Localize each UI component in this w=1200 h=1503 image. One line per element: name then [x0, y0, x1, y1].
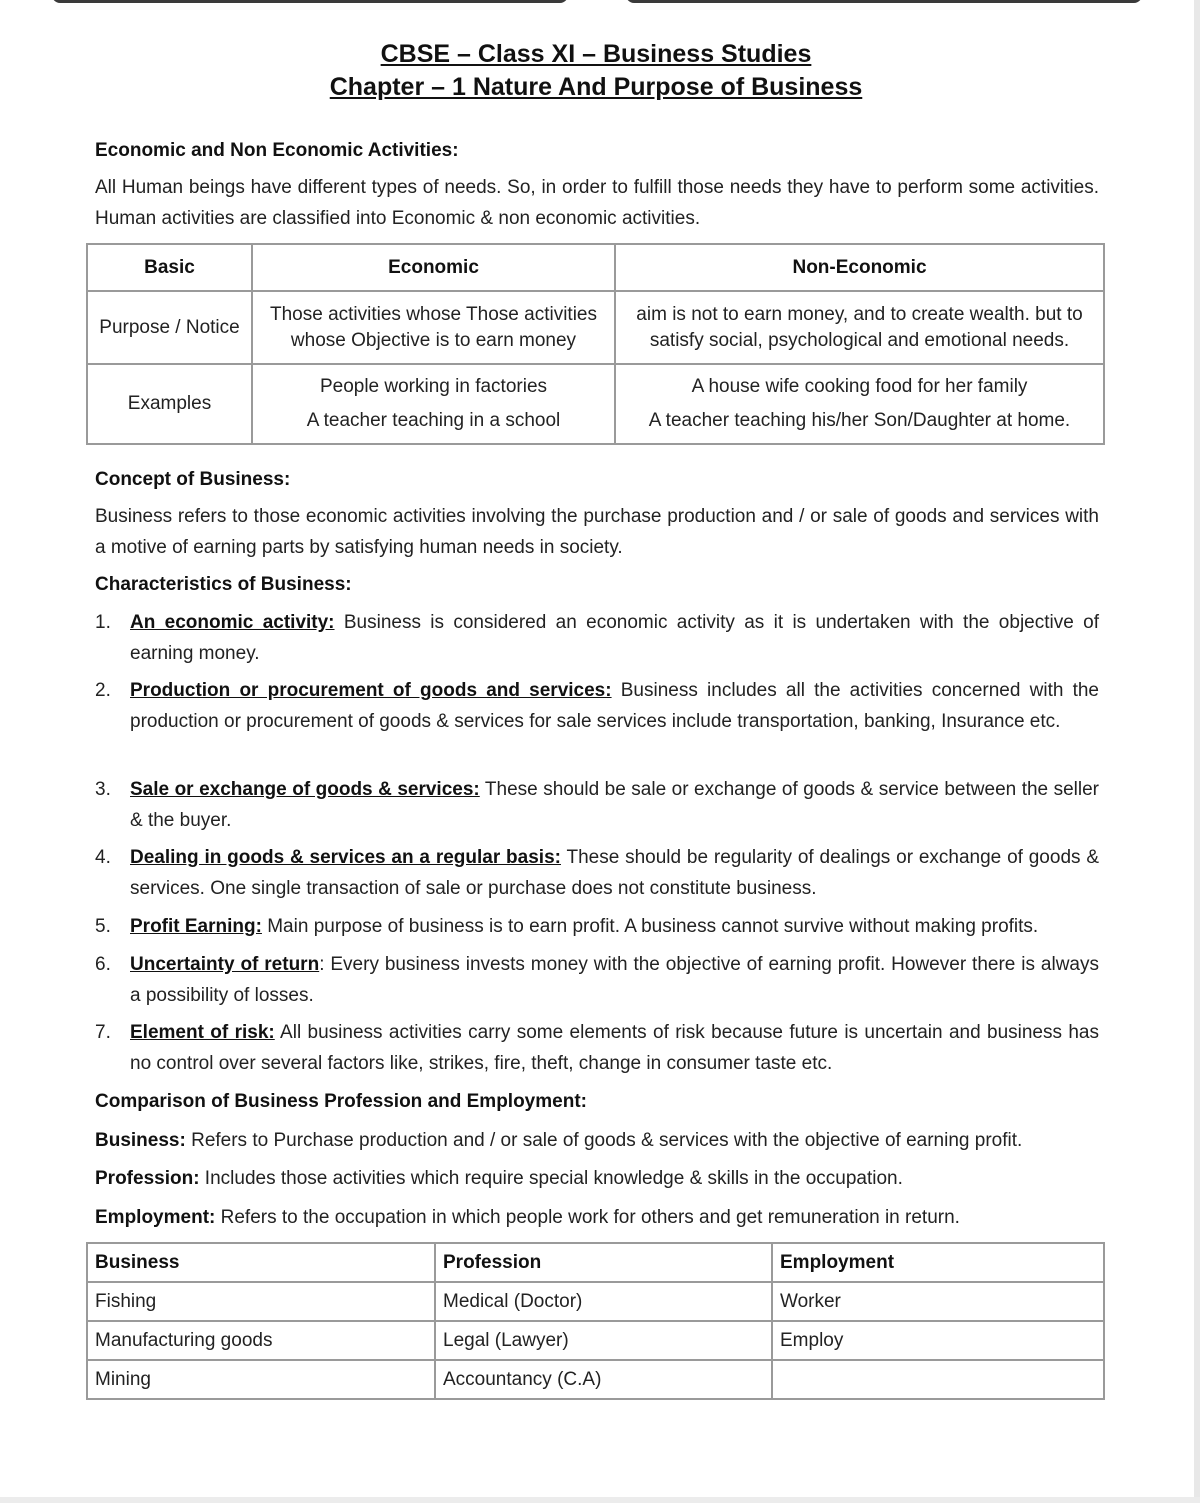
table-cell [772, 1360, 1104, 1399]
list-item-body [130, 675, 1099, 737]
table-cell: Worker [772, 1282, 1104, 1321]
list-number: 1. [95, 612, 111, 633]
table-cell: Manufacturing goods [87, 1321, 435, 1360]
table-row [87, 291, 1104, 364]
list-item [95, 1017, 1099, 1079]
economic-activities-paragraph: All Human beings have different types of needs. So, in order to fulfill those needs they have to perform some activities. Human activities are classified into Economic & non economic activities. [95, 177, 1099, 229]
list-text: : Every business invests money with the objective of earning profit. However there is always a possibility of losses. [130, 954, 1099, 1006]
list-number: 6. [95, 954, 111, 975]
example-line: People working in factories [319, 376, 548, 397]
list-number: 5. [95, 916, 111, 937]
table-cell: Those activities whose Those activities whose Objective is to earn money [252, 291, 615, 364]
table-header-row [87, 1243, 1104, 1282]
concept-paragraph: Business refers to those economic activities involving the purchase production and / or sale of goods and services with a motive of earning parts by satisfying human needs in society. [95, 506, 1099, 558]
table-header-row [87, 244, 1104, 291]
table-header-cell: Economic [252, 244, 615, 291]
device-top-bar-right [626, 0, 1142, 3]
list-number: 4. [95, 847, 111, 868]
section-heading-economic-activities: Economic and Non Economic Activities: [95, 140, 459, 161]
table-cell: Mining [87, 1360, 435, 1399]
list-term: Element of risk: [130, 1022, 275, 1043]
page-edge-right [1194, 0, 1200, 1503]
list-item [95, 949, 1099, 1011]
table-cell: aim is not to earn money, and to create wealth. but to satisfy social, psychological and emotional needs. [615, 291, 1104, 364]
list-text: Business is considered an economic activity as it is undertaken with the objective of earning money. [130, 612, 1099, 664]
table-row [87, 1282, 1104, 1321]
table-cell: Employ [772, 1321, 1104, 1360]
profession-label: Profession: [95, 1168, 200, 1189]
list-text: All business activities carry some elements of risk because future is uncertain and business has no control over several factors like, strikes, fire, theft, change in consumer taste etc. [130, 1022, 1100, 1074]
list-item [95, 911, 1099, 942]
employment-label: Employment: [95, 1207, 216, 1228]
table-cell: Fishing [87, 1282, 435, 1321]
example-line: A teacher teaching his/her Son/Daughter at home. [648, 410, 1071, 431]
list-number: 3. [95, 779, 111, 800]
business-definition [95, 1125, 1099, 1156]
table-header-cell: Profession [435, 1243, 772, 1282]
profession-text: Includes those activities which require special knowledge & skills in the occupation. [199, 1168, 903, 1189]
economic-activities-table [86, 243, 1105, 445]
device-top-bar-left [52, 0, 568, 3]
table-cell: Examples [87, 364, 252, 444]
list-item-body [130, 911, 1099, 942]
table-cell [615, 364, 1104, 444]
table-cell: Legal (Lawyer) [435, 1321, 772, 1360]
list-item-body [130, 949, 1099, 1011]
list-item [95, 842, 1099, 904]
list-item [95, 774, 1099, 836]
table-row [87, 1321, 1104, 1360]
list-item-body [130, 1017, 1099, 1079]
business-text: Refers to Purchase production and / or sale of goods & services with the objective of earning profit. [185, 1130, 1023, 1151]
profession-definition [95, 1163, 1099, 1194]
table-cell: Medical (Doctor) [435, 1282, 772, 1321]
section-heading-concept: Concept of Business: [95, 469, 291, 490]
table-cell: Purpose / Notice [87, 291, 252, 364]
list-term: Sale or exchange of goods & services: [130, 779, 480, 800]
page-edge-bottom [0, 1497, 1200, 1503]
list-text: Business includes all the activities concerned with the production or procurement of goods & services for sale services include transportation, banking, Insurance etc. [130, 680, 1099, 732]
list-term: Production or procurement of goods and services: [130, 680, 612, 701]
employment-definition [95, 1202, 1099, 1233]
list-term: Dealing in goods & services an a regular basis: [130, 847, 561, 868]
table-header-cell: Basic [87, 244, 252, 291]
section-heading-comparison: Comparison of Business Profession and Employment: [95, 1091, 587, 1112]
employment-text: Refers to the occupation in which people work for others and get remuneration in return. [215, 1207, 960, 1228]
list-text: Main purpose of business is to earn profit. A business cannot survive without making profits. [261, 916, 1039, 937]
list-item-body [130, 607, 1099, 669]
document-title: CBSE – Class XI – Business Studies [380, 40, 812, 68]
list-number: 7. [95, 1022, 111, 1043]
list-item [95, 607, 1099, 669]
table-cell: Accountancy (C.A) [435, 1360, 772, 1399]
list-text: These should be sale or exchange of goods & service between the seller & the buyer. [130, 779, 1099, 831]
example-line: A house wife cooking food for her family [691, 376, 1028, 397]
table-header-cell: Business [87, 1243, 435, 1282]
example-line: A teacher teaching in a school [306, 410, 561, 431]
list-item-body [130, 842, 1099, 904]
table-row [87, 364, 1104, 444]
table-header-cell: Non-Economic [615, 244, 1104, 291]
table-header-cell: Employment [772, 1243, 1104, 1282]
list-number: 2. [95, 680, 111, 701]
section-heading-characteristics: Characteristics of Business: [95, 574, 352, 595]
comparison-table [86, 1242, 1105, 1400]
chapter-title: Chapter – 1 Nature And Purpose of Business [329, 73, 863, 101]
list-text: These should be regularity of dealings or exchange of goods & services. One single transaction of sale or purchase does not constitute business. [130, 847, 1100, 899]
table-cell [252, 364, 615, 444]
list-term: Uncertainty of return [130, 954, 320, 975]
table-row [87, 1360, 1104, 1399]
list-item [95, 675, 1099, 737]
business-label: Business: [95, 1130, 186, 1151]
list-item-body [130, 774, 1099, 836]
list-term: Profit Earning: [130, 916, 262, 937]
list-term: An economic activity: [130, 612, 335, 633]
